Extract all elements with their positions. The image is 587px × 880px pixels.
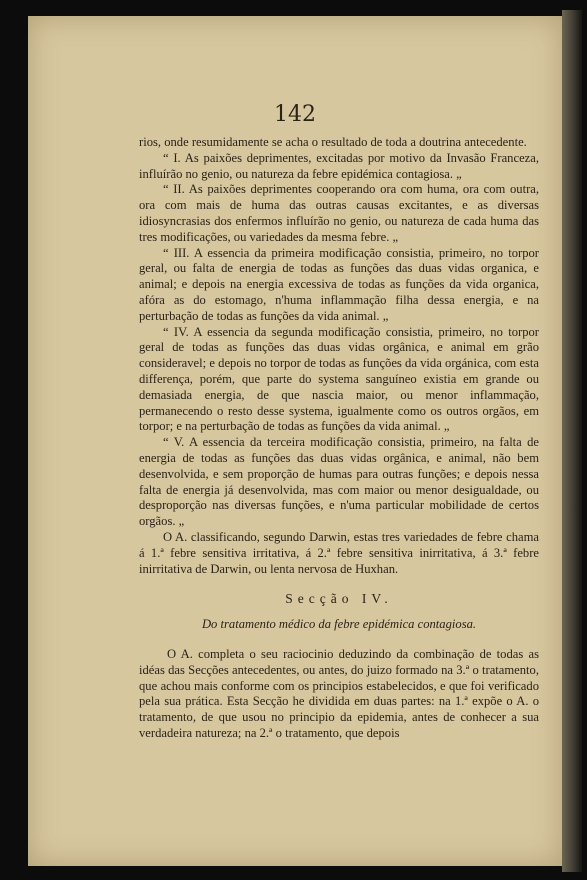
paragraph: O A. classificando, segundo Darwin, estas tres variedades de febre chama á 1.ª febre sensitiva irritativa, á 2.ª febre sensitiva inirritativa, á 3.ª febre inirritativa de Darwin, ou lenta nervosa de Huxhan. xyxy=(139,529,539,576)
paragraph: rios, onde resumidamente se acha o resultado de toda a doutrina antecedente. xyxy=(139,135,527,149)
paragraph: “ V. A essencia da terceira modificação consistia, primeiro, na falta de energia de todas as funções das duas vidas orgânica, e animal, não bem desenvolvida, e sem proporção de humas para outras funções; e depois nessa falta de energia já desenvolvida, mas com maior ou menor desigualdade, ou desproporção nas diversas funções, e n'uma particular mobilidade de certos orgãos. „ xyxy=(139,435,539,529)
book-edge xyxy=(562,10,582,872)
paragraph: “ III. A essencia da primeira modificação consistia, primeiro, no torpor geral, ou falta de energia de todas as funções das duas vidas organica, e animal; e depois na energia excessiva de todas as funções da vida organica, afóra as do estomago, n'huma inflammação filha dessa energia, e na perturbação de todas as funções da vida animal. „ xyxy=(139,245,539,323)
page-number: 142 xyxy=(274,102,316,127)
paragraph: “ II. As paixões deprimentes cooperando ora com huma, ora com outra, ora com mais de huma das outras causas excitantes, e as diversas idiosyncrasias dos enfermos influírão no genio, ou natureza de cada huma das tres modificações, ou variedades da mesma febre. „ xyxy=(139,182,539,244)
paragraph: “ IV. A essencia da segunda modificação consistia, primeiro, no torpor geral de todas as funções das duas vidas orgânica, e animal em grão consideravel; e depois no torpor de todas as funções da vida orgánica, com esta differença, porém, que parte do systema sanguíneo existia em grande ou demasiada energia, de que nascia maior, ou menor inflammação, permanecendo o resto desse systema, igualmente como os outros orgãos, em torpor; e na perturbação de todas as funções da vida animal. „ xyxy=(139,324,539,434)
section-title: Secção IV. xyxy=(285,591,393,607)
page-text xyxy=(139,135,539,742)
paragraph: “ I. As paixões deprimentes, excitadas por motivo da Invasão Franceza, influírão no genio, ou natureza da febre epidémica contagiosa. „ xyxy=(139,150,539,181)
paragraph: O A. completa o seu raciocinio deduzindo da combinação de todas as idéas das Secções antecedentes, ou antes, do juizo formado na 3.ª o tratamento, que achou mais conforme com os principios estabelecidos, e que foi verificado pela sua prática. Esta Secção he dividida em duas partes: na 1.ª expõe o A. o tratamento, de que usou no principio da epidemia, antes de conhecer a sua verdadeira natureza; na 2.ª o tratamento, que depois xyxy=(139,646,539,740)
section-subtitle: Do tratamento médico da febre epidémica contagiosa. xyxy=(201,617,477,632)
